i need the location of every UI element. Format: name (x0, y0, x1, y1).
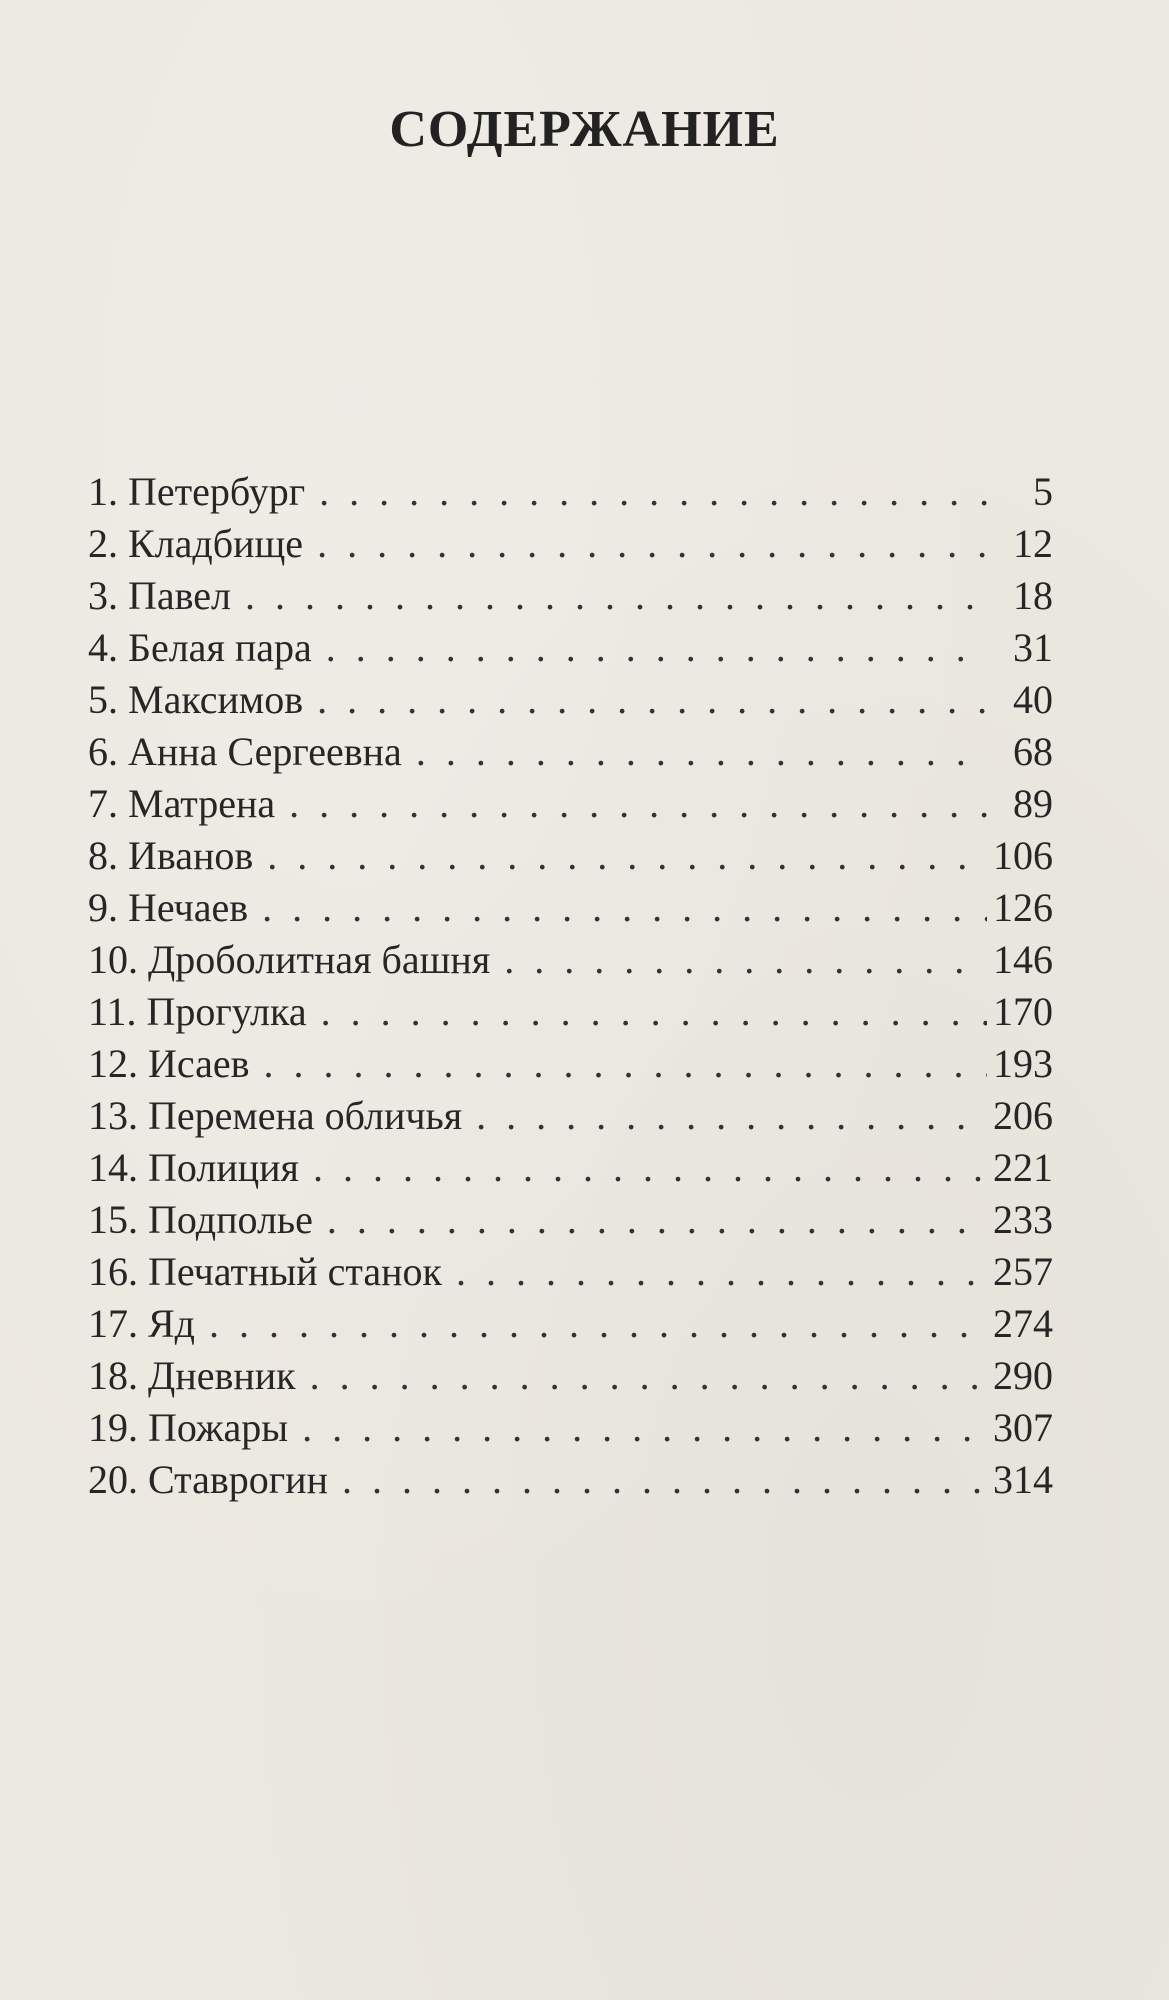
toc-entry-page: 40 (1013, 677, 1053, 722)
toc-entry-page: 193 (993, 1041, 1053, 1086)
toc-entry-title: Дроболитная башня (148, 937, 491, 982)
toc-entry-title: Подполье (148, 1197, 313, 1242)
toc-entry-title: Матрена (128, 781, 276, 826)
toc-dot-leader (416, 726, 987, 778)
toc-entry-page: 89 (1013, 781, 1053, 826)
toc-dot-leader (321, 986, 987, 1038)
toc-entry-number: 19. (88, 1405, 138, 1450)
toc-entry (88, 1246, 1053, 1298)
table-of-contents (88, 466, 1053, 1506)
toc-entry-number: 12. (88, 1041, 138, 1086)
toc-entry-title: Павел (128, 573, 232, 618)
toc-dot-leader (245, 570, 987, 622)
toc-entry-number: 11. (88, 989, 137, 1034)
toc-entry-page: 106 (993, 833, 1053, 878)
toc-dot-leader (319, 466, 987, 518)
toc-entry-page: 5 (1033, 469, 1053, 514)
toc-entry-page: 68 (1013, 729, 1053, 774)
toc-entry-page: 126 (993, 885, 1053, 930)
toc-entry-number: 15. (88, 1197, 138, 1242)
toc-entry (88, 1194, 1053, 1246)
toc-entry-number: 9. (88, 885, 118, 930)
toc-entry-number: 13. (88, 1093, 138, 1138)
toc-entry (88, 518, 1053, 570)
toc-dot-leader (317, 674, 987, 726)
toc-entry-number: 5. (88, 677, 118, 722)
toc-entry-title: Полиция (148, 1145, 299, 1190)
toc-entry-number: 20. (88, 1457, 138, 1502)
toc-entry-number: 4. (88, 625, 118, 670)
toc-entry (88, 1454, 1053, 1506)
toc-entry (88, 466, 1053, 518)
toc-entry-number: 2. (88, 521, 118, 566)
toc-dot-leader (504, 934, 987, 986)
toc-entry-title: Ставрогин (148, 1457, 328, 1502)
toc-entry (88, 674, 1053, 726)
toc-entry-title: Исаев (148, 1041, 250, 1086)
toc-dot-leader (476, 1090, 987, 1142)
toc-dot-leader (327, 1194, 987, 1246)
toc-entry-title: Белая пара (128, 625, 312, 670)
toc-entry-number: 17. (88, 1301, 138, 1346)
toc-entry-page: 170 (993, 989, 1053, 1034)
toc-entry-title: Нечаев (128, 885, 249, 930)
toc-entry-title: Петербург (128, 469, 306, 514)
toc-entry-title: Кладбище (128, 521, 304, 566)
toc-dot-leader (289, 778, 987, 830)
toc-entry (88, 1402, 1053, 1454)
toc-entry-page: 274 (993, 1301, 1053, 1346)
toc-entry-title: Пожары (148, 1405, 289, 1450)
toc-entry-title: Иванов (128, 833, 254, 878)
toc-entry-number: 16. (88, 1249, 138, 1294)
page-title: СОДЕРЖАНИЕ (389, 101, 780, 158)
toc-entry-number: 8. (88, 833, 118, 878)
toc-dot-leader (209, 1298, 987, 1350)
toc-entry-page: 12 (1013, 521, 1053, 566)
toc-entry (88, 570, 1053, 622)
toc-entry-page: 290 (993, 1353, 1053, 1398)
toc-dot-leader (456, 1246, 987, 1298)
toc-dot-leader (302, 1402, 987, 1454)
toc-entry-page: 206 (993, 1093, 1053, 1138)
toc-entry-number: 10. (88, 937, 138, 982)
toc-entry-title: Печатный станок (148, 1249, 442, 1294)
toc-entry (88, 1350, 1053, 1402)
toc-entry (88, 830, 1053, 882)
toc-entry-number: 7. (88, 781, 118, 826)
toc-entry-number: 1. (88, 469, 118, 514)
toc-entry-page: 257 (993, 1249, 1053, 1294)
toc-entry-number: 14. (88, 1145, 138, 1190)
toc-entry-title: Максимов (128, 677, 304, 722)
toc-entry-title: Яд (148, 1301, 196, 1346)
toc-dot-leader (326, 622, 987, 674)
toc-entry-page: 146 (993, 937, 1053, 982)
toc-entry (88, 778, 1053, 830)
toc-entry-title: Прогулка (146, 989, 307, 1034)
toc-entry-title: Дневник (148, 1353, 296, 1398)
toc-entry-page: 31 (1013, 625, 1053, 670)
toc-dot-leader (342, 1454, 987, 1506)
toc-dot-leader (264, 1038, 987, 1090)
toc-dot-leader (262, 882, 987, 934)
toc-dot-leader (267, 830, 987, 882)
toc-entry-page: 314 (993, 1457, 1053, 1502)
toc-entry (88, 934, 1053, 986)
toc-entry (88, 1038, 1053, 1090)
toc-entry (88, 986, 1053, 1038)
toc-dot-leader (310, 1350, 987, 1402)
toc-entry (88, 882, 1053, 934)
toc-entry-title: Перемена обличья (148, 1093, 463, 1138)
toc-entry-page: 221 (993, 1145, 1053, 1190)
toc-entry (88, 1090, 1053, 1142)
toc-entry-title: Анна Сергеевна (128, 729, 402, 774)
toc-dot-leader (313, 1142, 987, 1194)
toc-entry-number: 3. (88, 573, 118, 618)
toc-entry (88, 726, 1053, 778)
toc-entry-page: 233 (993, 1197, 1053, 1242)
toc-entry-page: 307 (993, 1405, 1053, 1450)
toc-entry (88, 622, 1053, 674)
toc-entry (88, 1298, 1053, 1350)
toc-entry-page: 18 (1013, 573, 1053, 618)
toc-dot-leader (317, 518, 987, 570)
toc-entry-number: 18. (88, 1353, 138, 1398)
toc-entry-number: 6. (88, 729, 118, 774)
toc-entry (88, 1142, 1053, 1194)
